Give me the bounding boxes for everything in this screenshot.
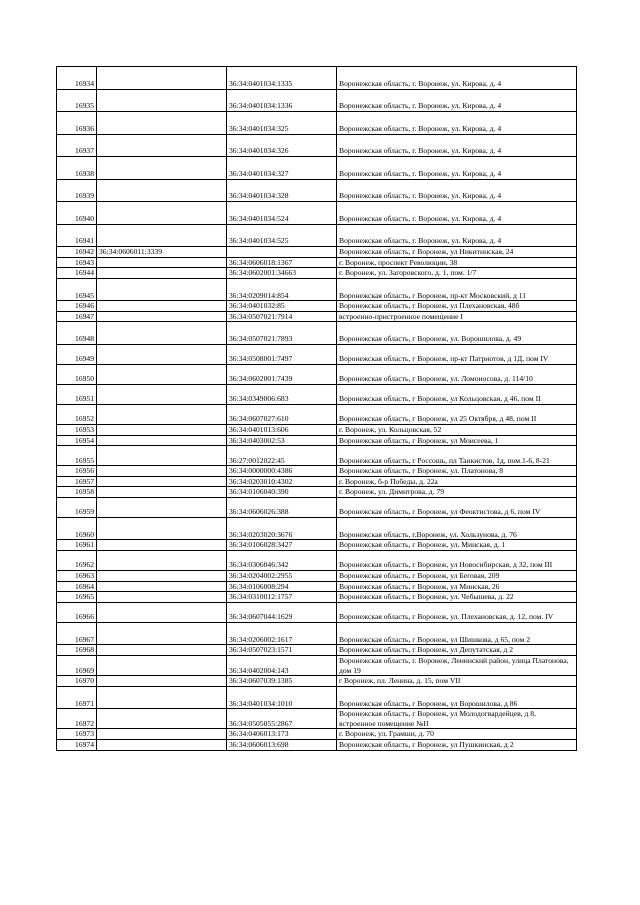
cadastral-number-cell [97,364,227,384]
row-number-cell: 16950 [57,364,97,384]
address-cell: Воронежская область, г. Воронеж, ул. Кирова, д. 4 [337,112,577,135]
cadastral-number-alt-cell: 36:34:0401034:326 [227,134,337,157]
row-number-cell: 16946 [57,301,97,312]
row-number-cell: 16965 [57,592,97,603]
row-number-cell: 16935 [57,89,97,112]
cadastral-number-alt-cell: 36:34:0206002:1617 [227,622,337,645]
document-page [56,66,576,751]
cadastral-number-alt-cell: 36:34:0507021:7914 [227,311,337,322]
cadastral-number-cell: 36:34:0606011:3339 [97,247,227,258]
row-number-cell: 16958 [57,487,97,498]
cadastral-number-cell [97,404,227,424]
cadastral-number-cell [97,278,227,301]
cadastral-number-cell [97,497,227,517]
cadastral-number-cell [97,224,227,247]
table-row [57,364,577,384]
address-cell: Воронежская область, г Воронеж, ул. Платонова, 8 [337,466,577,477]
cadastral-number-alt-cell: 36:34:0204002:2955 [227,571,337,582]
cadastral-number-cell [97,344,227,364]
cadastral-number-cell [97,322,227,345]
cadastral-number-alt-cell: 36:34:0000000:4386 [227,466,337,477]
cadastral-number-alt-cell: 36:34:0602001:7439 [227,364,337,384]
cadastral-number-alt-cell: 36:34:0406013:173 [227,729,337,740]
cadastral-number-alt-cell: 36:34:0401034:325 [227,112,337,135]
cadastral-number-alt-cell: 36:34:0401034:1010 [227,686,337,709]
row-number-cell: 16956 [57,466,97,477]
row-number-cell: 16973 [57,729,97,740]
cadastral-number-cell [97,592,227,603]
cadastral-number-cell [97,424,227,435]
cadastral-number-alt-cell: 36:34:0401034:1335 [227,67,337,90]
address-cell: г. Воронеж, ул. Димитрова, д. 79 [337,487,577,498]
row-number-cell: 16957 [57,476,97,487]
table-row [57,487,577,498]
cadastral-number-cell [97,487,227,498]
address-cell: г Воронеж, пл. Ленина, д. 15, пом VII [337,676,577,687]
table-row [57,179,577,202]
address-cell: Воронежская область, г Воронеж, ул Феоктистова, д 6, пом IV [337,497,577,517]
address-cell: г. Воронеж, проспект Революции, 38 [337,257,577,268]
address-cell: Воронежская область, г. Воронеж, ул. Кирова, д. 4 [337,67,577,90]
cadastral-number-alt-cell: 36:34:0607044:1629 [227,602,337,622]
table-row [57,112,577,135]
cadastral-number-cell [97,729,227,740]
table-row [57,322,577,345]
table-row [57,709,577,729]
row-number-cell: 16951 [57,384,97,404]
row-number-cell: 16939 [57,179,97,202]
row-number-cell: 16961 [57,540,97,551]
cadastral-number-cell [97,311,227,322]
table-row [57,517,577,540]
cadastral-number-alt-cell: 36:34:0602001:34663 [227,268,337,279]
table-row [57,581,577,592]
cadastral-number-cell [97,540,227,551]
table-row [57,435,577,446]
table-row [57,278,577,301]
cadastral-number-alt-cell: 36:34:0203010:4302 [227,476,337,487]
cadastral-number-alt-cell: 36:34:0508001:7497 [227,344,337,364]
row-number-cell: 16934 [57,67,97,90]
cadastral-number-cell [97,517,227,540]
row-number-cell: 16937 [57,134,97,157]
row-number-cell: 16960 [57,517,97,540]
address-cell: Воронежская область, г. Воронеж, ул. Кирова, д. 4 [337,224,577,247]
address-cell: встроенно-пристроенное помещение I [337,311,577,322]
cadastral-number-cell [97,446,227,466]
table-row [57,622,577,645]
cadastral-number-alt-cell: 36:34:0401013:606 [227,424,337,435]
cadastral-number-cell [97,622,227,645]
cadastral-number-cell [97,89,227,112]
table-row [57,268,577,279]
address-cell: Воронежская область, г Воронеж, ул. Плехановская, д. 12, пом. IV [337,602,577,622]
address-cell: Воронежская область, г Воронеж, ул Пушкинская, д 2 [337,739,577,750]
registry-table-body [57,67,577,751]
cadastral-number-alt-cell: 36:34:0310012:1757 [227,592,337,603]
table-row [57,257,577,268]
cadastral-number-alt-cell [227,247,337,258]
cadastral-number-cell [97,686,227,709]
cadastral-number-alt-cell: 36:34:0401034:525 [227,224,337,247]
table-row [57,404,577,424]
row-number-cell: 16974 [57,739,97,750]
row-number-cell: 16941 [57,224,97,247]
cadastral-number-cell [97,581,227,592]
address-cell: Воронежская область, г Воронеж, ул. Ломоносова, д. 114/10 [337,364,577,384]
cadastral-number-alt-cell: 36:34:0401034:328 [227,179,337,202]
table-row [57,602,577,622]
table-row [57,134,577,157]
cadastral-number-alt-cell: 36:34:0403002:53 [227,435,337,446]
table-row [57,344,577,364]
address-cell: Воронежская область, г. Воронеж, ул. Кирова, д. 4 [337,134,577,157]
cadastral-number-alt-cell: 36:34:0606026:388 [227,497,337,517]
table-row [57,446,577,466]
table-row [57,247,577,258]
row-number-cell: 16962 [57,551,97,571]
table-row [57,551,577,571]
cadastral-number-cell [97,602,227,622]
address-cell: Воронежская область, г Воронеж, ул. Минская, д. 1 [337,540,577,551]
address-cell: Воронежская область, г Воронеж, ул Шишкова, д 65, пом 2 [337,622,577,645]
property-registry-table [56,66,577,751]
cadastral-number-alt-cell: 36:34:0401034:1336 [227,89,337,112]
cadastral-number-alt-cell: 36:34:0507021:7893 [227,322,337,345]
table-row [57,676,577,687]
address-cell: Воронежская область, г Воронеж, ул. Чебышева, д. 22 [337,592,577,603]
cadastral-number-cell [97,268,227,279]
row-number-cell: 16963 [57,571,97,582]
table-row [57,224,577,247]
table-row [57,655,577,675]
address-cell: Воронежская область, г Воронеж, ул Депутатская, д 2 [337,645,577,656]
table-row [57,686,577,709]
row-number-cell: 16970 [57,676,97,687]
row-number-cell: 16943 [57,257,97,268]
cadastral-number-alt-cell: 36:34:0607027:610 [227,404,337,424]
address-cell: Воронежская область, г. Воронеж, ул. Кирова, д. 4 [337,179,577,202]
cadastral-number-alt-cell: 36:34:0106028:3427 [227,540,337,551]
cadastral-number-alt-cell: 36:34:0507023:1571 [227,645,337,656]
cadastral-number-alt-cell: 36:34:0209014:854 [227,278,337,301]
table-row [57,157,577,180]
cadastral-number-cell [97,384,227,404]
cadastral-number-cell [97,257,227,268]
row-number-cell: 16969 [57,655,97,675]
cadastral-number-cell [97,157,227,180]
address-cell: Воронежская область, г Воронеж, ул Молодогвардейцев, д 8, встроенное помещение №II [337,709,577,729]
cadastral-number-cell [97,67,227,90]
address-cell: Воронежская область, г Воронеж, ул Плехановская, 48б [337,301,577,312]
cadastral-number-cell [97,709,227,729]
cadastral-number-alt-cell: 36:34:0106008:294 [227,581,337,592]
cadastral-number-cell [97,179,227,202]
cadastral-number-cell [97,435,227,446]
address-cell: Воронежская область, г.Воронеж, ул. Хользунова, д. 76 [337,517,577,540]
address-cell: Воронежская область, г Воронеж, пр-кт Московский, д 11 [337,278,577,301]
table-row [57,384,577,404]
cadastral-number-cell [97,571,227,582]
cadastral-number-cell [97,655,227,675]
row-number-cell: 16952 [57,404,97,424]
table-row [57,592,577,603]
address-cell: г. Воронеж, ул. Грамши, д. 70 [337,729,577,740]
cadastral-number-cell [97,466,227,477]
row-number-cell: 16938 [57,157,97,180]
row-number-cell: 16936 [57,112,97,135]
row-number-cell: 16959 [57,497,97,517]
address-cell: г. Воронеж, б-р Победы, д. 22а [337,476,577,487]
cadastral-number-alt-cell: 36:27:0012022:45 [227,446,337,466]
address-cell: Воронежская область, г Воронеж, ул Новосибирская, д 32, пом III [337,551,577,571]
table-row [57,466,577,477]
table-row [57,497,577,517]
table-row [57,729,577,740]
cadastral-number-cell [97,476,227,487]
cadastral-number-alt-cell: 36:34:0401032:85 [227,301,337,312]
cadastral-number-alt-cell: 36:34:0401034:524 [227,202,337,225]
row-number-cell: 16944 [57,268,97,279]
row-number-cell: 16953 [57,424,97,435]
cadastral-number-alt-cell: 36:34:0306046:342 [227,551,337,571]
row-number-cell: 16945 [57,278,97,301]
row-number-cell: 16966 [57,602,97,622]
table-row [57,67,577,90]
table-row [57,571,577,582]
table-row [57,739,577,750]
address-cell: Воронежская область, г Воронеж, ул Никитинская, 24 [337,247,577,258]
cadastral-number-alt-cell: 36:34:0349006:683 [227,384,337,404]
cadastral-number-cell [97,551,227,571]
address-cell: Воронежская область, г Воронеж, пр-кт Патриотов, д 1Д, пом IV [337,344,577,364]
address-cell: Воронежская область, г. Воронеж, ул. Кирова, д. 4 [337,157,577,180]
row-number-cell: 16940 [57,202,97,225]
table-row [57,645,577,656]
address-cell: Воронежская область, г Воронеж, ул Кольцовская, д 46, пом II [337,384,577,404]
address-cell: г. Воронеж, ул. Загоровского, д. 1, пом. 1/7 [337,268,577,279]
row-number-cell: 16954 [57,435,97,446]
table-row [57,540,577,551]
cadastral-number-alt-cell: 36:34:0606013:698 [227,739,337,750]
row-number-cell: 16971 [57,686,97,709]
cadastral-number-cell [97,645,227,656]
cadastral-number-alt-cell: 36:34:0106040:390 [227,487,337,498]
table-row [57,311,577,322]
address-cell: г. Воронеж, ул. Кольцовская, 52 [337,424,577,435]
address-cell: Воронежская область, г Россошь, пл Танкистов, 1д, пом.1-6, 8-21 [337,446,577,466]
row-number-cell: 16949 [57,344,97,364]
table-row [57,424,577,435]
cadastral-number-alt-cell: 36:34:0203020:3676 [227,517,337,540]
address-cell: Воронежская область, г. Воронеж, ул. Кирова, д. 4 [337,89,577,112]
table-row [57,476,577,487]
address-cell: Воронежская область, г Воронеж, ул. Ворошилова, д. 49 [337,322,577,345]
cadastral-number-alt-cell: 36:34:0401034:327 [227,157,337,180]
address-cell: Воронежская область, г Воронеж, ул Минская, 26 [337,581,577,592]
row-number-cell: 16964 [57,581,97,592]
cadastral-number-cell [97,112,227,135]
table-row [57,301,577,312]
row-number-cell: 16955 [57,446,97,466]
cadastral-number-cell [97,202,227,225]
address-cell: Воронежская область, г Воронеж, ул Моисеева, 1 [337,435,577,446]
cadastral-number-alt-cell: 36:34:0505055:2867 [227,709,337,729]
row-number-cell: 16967 [57,622,97,645]
cadastral-number-alt-cell: 36:34:0607039:1385 [227,676,337,687]
cadastral-number-cell [97,739,227,750]
row-number-cell: 16948 [57,322,97,345]
cadastral-number-cell [97,676,227,687]
row-number-cell: 16968 [57,645,97,656]
row-number-cell: 16942 [57,247,97,258]
address-cell: Воронежская область, г. Воронеж, ул. Кирова, д. 4 [337,202,577,225]
cadastral-number-alt-cell: 36:34:0606018:1367 [227,257,337,268]
row-number-cell: 16972 [57,709,97,729]
address-cell: Воронежская область, г Воронеж, ул Беговая, 209 [337,571,577,582]
address-cell: Воронежская область, г Воронеж, ул 25 Октября, д 48, пом II [337,404,577,424]
cadastral-number-alt-cell: 36:34:0402004:143 [227,655,337,675]
table-row [57,202,577,225]
cadastral-number-cell [97,134,227,157]
cadastral-number-cell [97,301,227,312]
address-cell: Воронежская область, г Воронеж, ул Ворошилова, д 86 [337,686,577,709]
address-cell: Воронежская область, г. Воронеж, Ленинский район, улица Платонова, дом 19 [337,655,577,675]
table-row [57,89,577,112]
row-number-cell: 16947 [57,311,97,322]
